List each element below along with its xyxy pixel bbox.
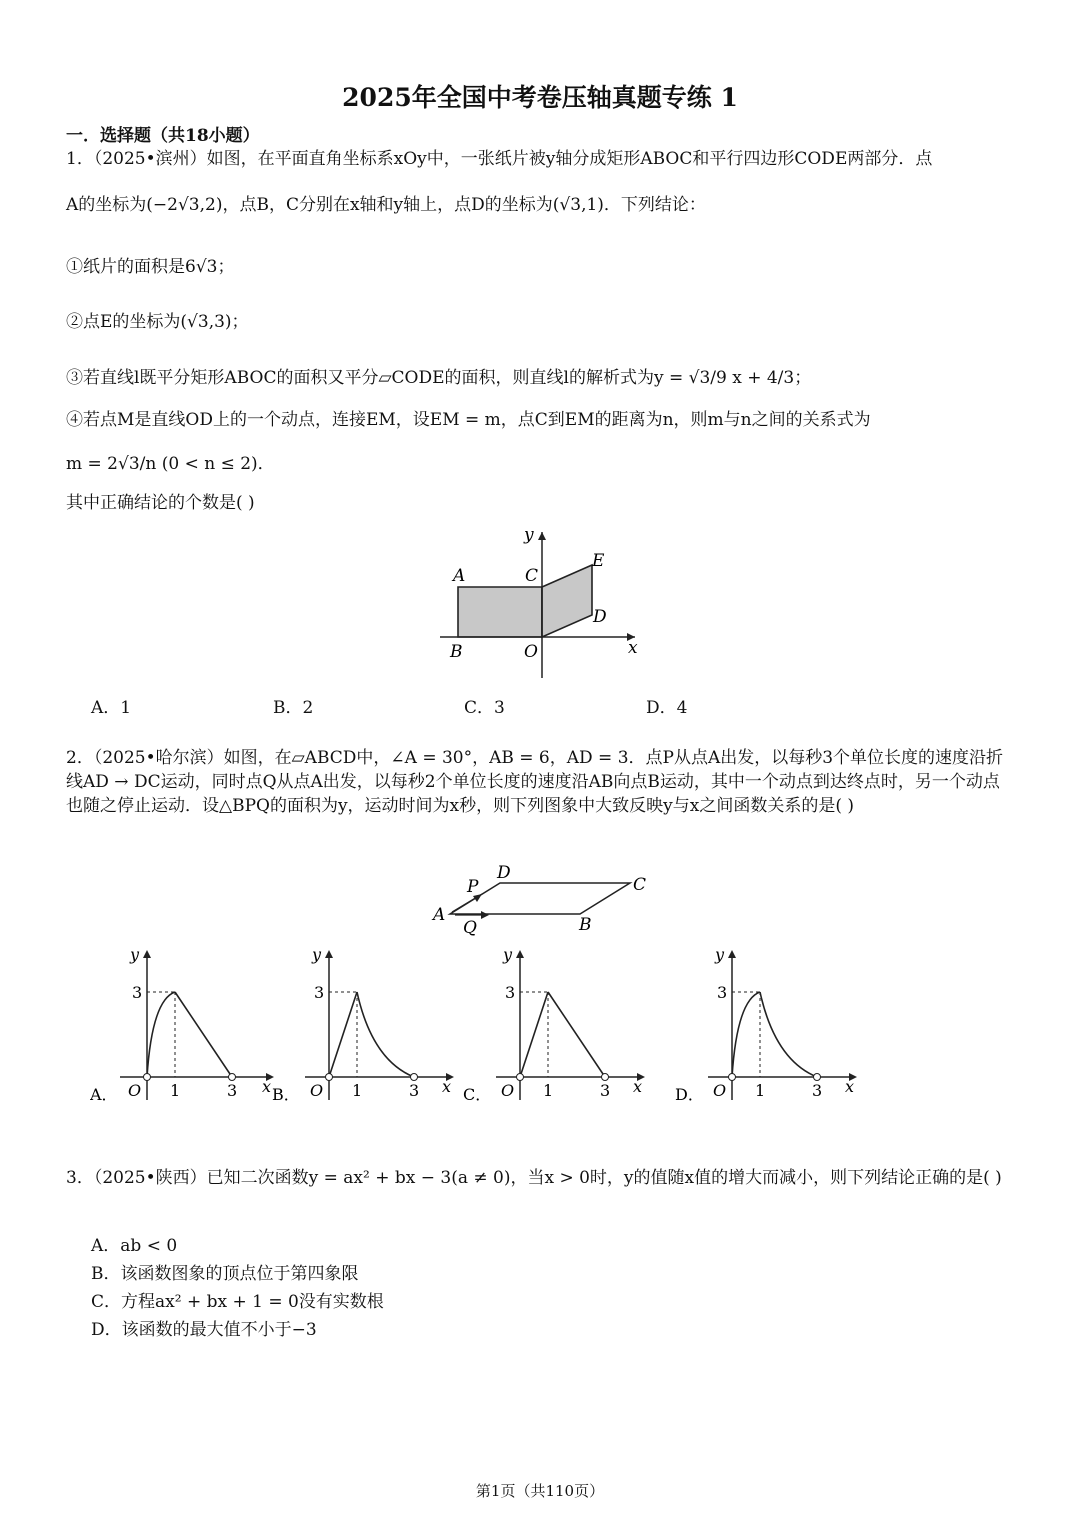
q1-statement-3: ③若直线l既平分矩形ABOC的面积又平分▱CODE的面积，则直线l的解析式为y = √3/9 x + 4/3； — [66, 368, 812, 388]
q1-option-b: B．2 — [273, 698, 314, 718]
svg-text:x: x — [262, 1077, 272, 1096]
label-x: x — [628, 638, 638, 658]
svg-text:y: y — [312, 945, 322, 964]
svg-text:1: 1 — [352, 1081, 363, 1100]
q2-text: 2．（2025•哈尔滨）如图，在▱ABCD中，∠A = 30°，AB = 6，AD = 3．点P从点A出发，以每秒3个单位长度的速度沿折线AD → DC运动，同时点Q从点A出发，以每秒2个单位长度的速度沿AB向点B运动，其中一个动点到达终点时，另一个动点也随之停止运动．设△BPQ的面积为y，运动时间为x秒，则下列图象中大致反映y与x之间函数关系的是( ) — [66, 748, 1004, 816]
svg-text:3: 3 — [227, 1081, 238, 1100]
svg-text:y: y — [503, 945, 513, 964]
y-arrow-icon — [728, 950, 736, 958]
label-D: D — [593, 607, 607, 627]
svg-text:3: 3 — [409, 1081, 420, 1100]
svg-text:3: 3 — [600, 1081, 611, 1100]
arrow-q-head-icon — [481, 911, 489, 919]
label-A: A — [453, 566, 466, 586]
q1-lead: 1．（2025•滨州）如图，在平面直角坐标系xOy中，一张纸片被y轴分成矩形ABOC和平行四边形CODE两部分．点 — [66, 149, 933, 169]
q2-graph-b — [272, 940, 462, 1110]
svg-text:y: y — [715, 945, 725, 964]
label-B: B — [450, 642, 463, 662]
svg-text:x: x — [845, 1077, 855, 1096]
svg-text:A．: A． — [90, 1085, 118, 1104]
q3-option-c: C．方程ax² + bx + 1 = 0没有实数根 — [91, 1292, 384, 1312]
label-P: P — [467, 877, 479, 897]
q1-statement-4: ④若点M是直线OD上的一个动点，连接EM，设EM = m，点C到EM的距离为n，则m与n之间的关系式为 — [66, 410, 871, 430]
svg-text:O: O — [713, 1081, 727, 1100]
svg-text:x: x — [442, 1077, 452, 1096]
rectangle-abo-c — [458, 587, 542, 637]
q1-question: 其中正确结论的个数是( ) — [66, 493, 255, 513]
svg-text:D．: D． — [675, 1085, 704, 1104]
q1-statement-1: ①纸片的面积是6√3； — [66, 257, 235, 277]
q3-option-b: B．该函数图象的顶点位于第四象限 — [91, 1264, 359, 1284]
svg-text:x: x — [633, 1077, 643, 1096]
q2-parallelogram-figure — [425, 858, 655, 938]
label-E: E — [592, 551, 605, 571]
q3-option-a: A．ab < 0 — [91, 1236, 178, 1256]
label-Q: Q — [463, 918, 477, 938]
svg-text:1: 1 — [543, 1081, 554, 1100]
section-heading: 一．选择题（共18小题） — [66, 126, 260, 146]
y-arrow-icon — [325, 950, 333, 958]
label-C: C — [525, 566, 539, 586]
q1-statement-4-formula: m = 2√3/n (0 < n ≤ 2)． — [66, 454, 275, 474]
y-arrow-icon — [516, 950, 524, 958]
q2-graph-c — [463, 940, 653, 1110]
q1-figure — [420, 520, 650, 685]
q1-line2: A的坐标为(−2√3,2)，点B，C分别在x轴和y轴上，点D的坐标为(√3,1)．下列结论： — [66, 195, 706, 215]
svg-text:O: O — [128, 1081, 142, 1100]
label-O: O — [524, 642, 538, 662]
q2-graph-d — [675, 940, 865, 1110]
svg-text:3: 3 — [314, 983, 325, 1002]
y-arrow-icon — [143, 950, 151, 958]
svg-text:y: y — [130, 945, 140, 964]
svg-text:B．: B． — [272, 1085, 300, 1104]
label-D: D — [497, 863, 511, 883]
q1-option-d: D．4 — [646, 698, 688, 718]
q1-option-c: C．3 — [464, 698, 505, 718]
label-B: B — [579, 915, 592, 935]
svg-text:3: 3 — [132, 983, 143, 1002]
svg-text:3: 3 — [505, 983, 516, 1002]
q3-option-d: D．该函数的最大值不小于−3 — [91, 1320, 317, 1340]
svg-text:3: 3 — [812, 1081, 823, 1100]
svg-text:O: O — [501, 1081, 515, 1100]
q3-text: 3．（2025•陕西）已知二次函数y = ax² + bx − 3(a ≠ 0)，当x > 0时，y的值随x值的增大而减小，则下列结论正确的是( ) — [66, 1168, 1002, 1188]
svg-text:1: 1 — [170, 1081, 181, 1100]
parallelogram-code — [542, 565, 592, 637]
page-footer: 第1页（共110页） — [475, 1482, 605, 1500]
q1-option-a: A．1 — [91, 698, 132, 718]
svg-text:C．: C． — [463, 1085, 492, 1104]
svg-text:1: 1 — [755, 1081, 766, 1100]
svg-text:3: 3 — [717, 983, 728, 1002]
q2-graph-a — [90, 940, 280, 1110]
label-y: y — [524, 525, 534, 545]
svg-text:O: O — [310, 1081, 324, 1100]
label-C: C — [633, 875, 647, 895]
q1-statement-2: ②点E的坐标为(√3,3)； — [66, 312, 249, 332]
page-title: 2025年全国中考卷压轴真题专练 1 — [342, 83, 738, 112]
y-arrow-icon — [538, 532, 546, 540]
label-A: A — [433, 905, 446, 925]
